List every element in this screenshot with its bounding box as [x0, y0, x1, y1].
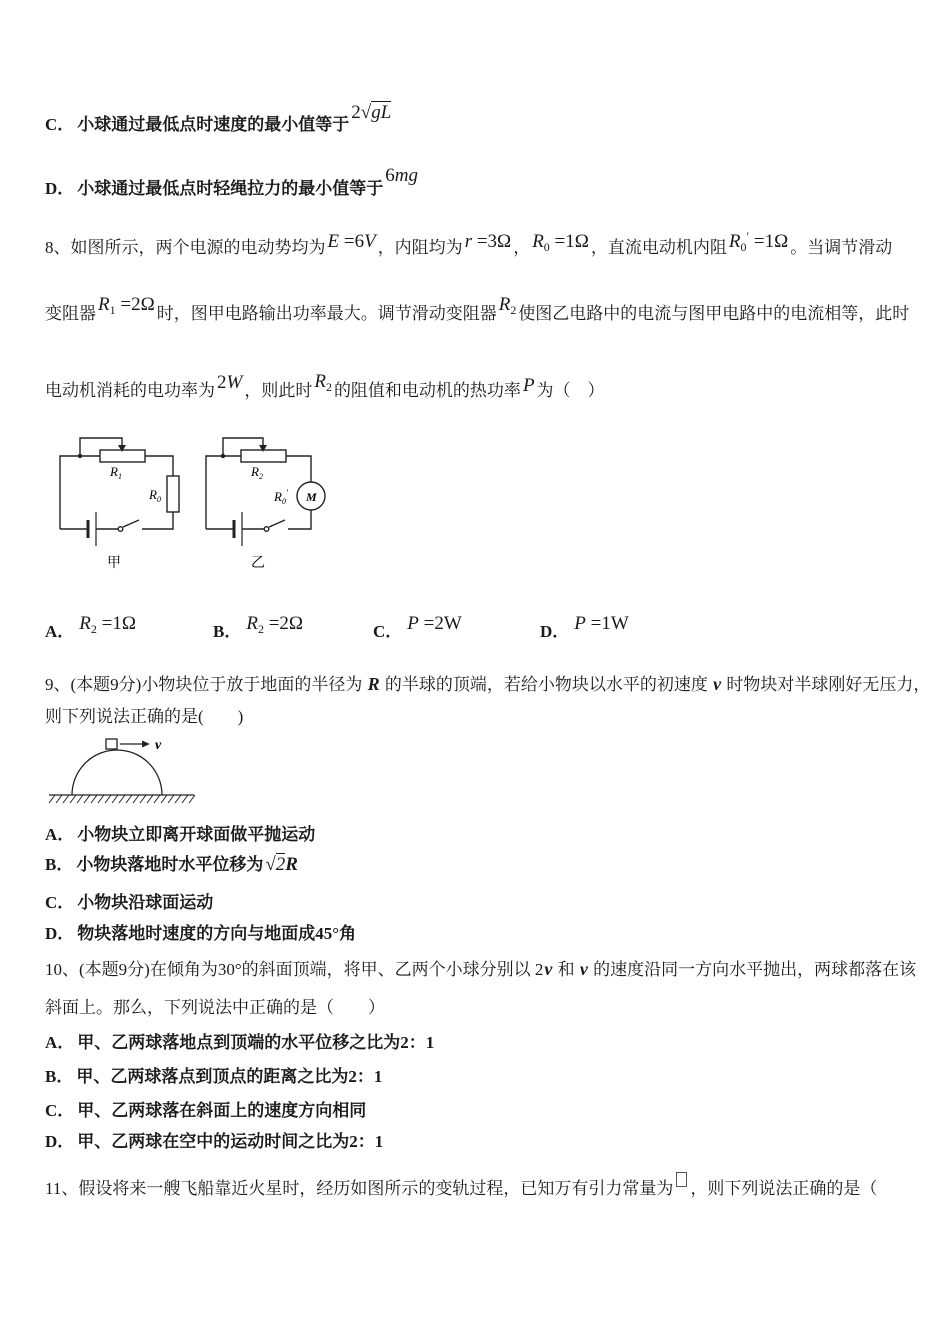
hemisphere-diagram	[42, 733, 242, 813]
option-d-line: D． 小球通过最低点时轻绳拉力的最小值等于6mg	[45, 165, 419, 198]
question-10-line-2: 斜面上。那么，下列说法中正确的是（ ）	[45, 998, 385, 1017]
q8-option-b: B． $R_2 =2\Omega$	[213, 613, 304, 641]
wire-left-top	[206, 456, 241, 529]
q8-option-a: A． $R_2 =1\Omega$	[45, 613, 136, 641]
slider-wire	[80, 438, 122, 456]
slider-arrow	[259, 445, 267, 452]
caption-jia: 甲	[107, 556, 121, 571]
circuit-diagram-jia	[50, 424, 200, 574]
q9-option-b: B． 小物块落地时水平位移为 √2R	[45, 854, 298, 875]
wire-right-bottom	[142, 512, 173, 529]
q10-option-c: C． 甲、乙两球落在斜面上的速度方向相同	[45, 1101, 367, 1120]
slider-wire	[223, 438, 263, 456]
motor-m-label: M	[306, 490, 317, 504]
question-11-line-1: 11、假设将来一艘飞船靠近火星时，经历如图所示的变轨过程，已知万有引力常量为 ，则下列说法正确的是（	[45, 1172, 877, 1201]
q8-option-c: C． P =2W	[373, 613, 462, 641]
slider-arrow	[118, 445, 126, 452]
rheostat-symbol	[241, 450, 286, 462]
velocity-v-label: v	[155, 738, 162, 753]
junction-dot	[221, 454, 225, 458]
switch-lever	[269, 520, 285, 527]
wire-left-top	[60, 456, 100, 529]
q9-option-a: A． 小物块立即离开球面做平抛运动	[45, 825, 316, 844]
junction-dot	[78, 454, 82, 458]
wire-right-bottom	[288, 510, 311, 529]
switch-lever	[123, 520, 139, 527]
label-r2: $R_2$	[251, 464, 263, 481]
question-8-options	[45, 614, 925, 642]
wire-top-right	[286, 456, 311, 482]
label-r0-prime: $R_0'$	[274, 488, 288, 506]
caption-yi: 乙	[251, 556, 265, 571]
circuit-diagram-yi	[196, 424, 346, 574]
block-square	[106, 739, 117, 749]
resistor-r0-symbol	[167, 476, 179, 512]
question-8-line-2: 变阻器 $R_1 =2\Omega$ 时，图甲电路输出功率最大。调节滑动变阻器 $R_2$ 使图乙电路中的电流与图甲电路中的电流相等，此时	[45, 294, 910, 323]
switch-pivot	[264, 527, 269, 532]
velocity-arrow-head	[142, 741, 150, 748]
question-10-line-1: 10、(本题9分)在倾角为30°的斜面顶端，将甲、乙两个小球分别以 2v 和 v 的速度沿同一方向水平抛出，两球都落在该	[45, 959, 917, 979]
wire-top-right	[145, 456, 173, 476]
q9-option-c: C． 小物块沿球面运动	[45, 893, 214, 912]
switch-pivot	[118, 527, 123, 532]
label-r0: $R_0$	[149, 487, 161, 504]
ground-hatching	[49, 795, 195, 803]
question-9-line-1: 9、(本题9分)小物块位于放于地面的半径为 R 的半球的顶端，若给小物块以水平的初速度 v 时物块对半球刚好无压力，	[45, 674, 931, 694]
rheostat-symbol	[100, 450, 145, 462]
q10-option-b: B． 甲、乙两球落点到顶点的距离之比为2：1	[45, 1067, 383, 1086]
label-r1: $R_1$	[110, 464, 122, 481]
q8-option-d: D． P =1W	[540, 613, 629, 641]
q10-option-a: A． 甲、乙两球落地点到顶端的水平位移之比为2：1	[45, 1033, 435, 1052]
q10-option-d: D． 甲、乙两球在空中的运动时间之比为2：1	[45, 1132, 384, 1151]
question-9-line-2: 则下列说法正确的是( )	[45, 707, 244, 726]
q9-option-d: D． 物块落地时速度的方向与地面成45°角	[45, 924, 357, 943]
hemisphere-arc	[72, 750, 162, 795]
question-8-line-1: 8、如图所示，两个电源的电动势均为 E =6V ，内阻均为 r =3Ω ， $R_0 =1\Omega$ ，直流电动机内阻 $R_0' =1\Omega$ 。当调节滑动	[45, 229, 893, 257]
question-8-line-3: 电动机消耗的电功率为 2W ，则此时 $R_2$ 的阻值和电动机的热功率 P 为（ ）	[45, 371, 605, 400]
option-c-line: C． 小球通过最低点时速度的最小值等于2√gL	[45, 102, 392, 134]
